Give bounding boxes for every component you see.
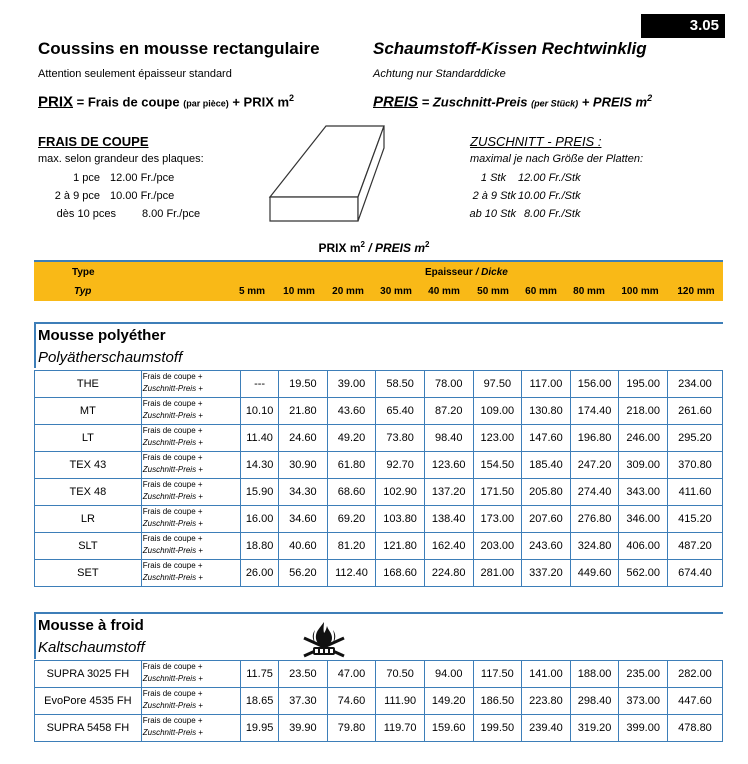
cutting-row-fr-1 xyxy=(38,172,218,186)
polyether-table xyxy=(34,370,723,587)
cutting-qty: 1 Stk xyxy=(480,172,506,184)
price-cell: 223.80 xyxy=(522,688,571,715)
price-cell: 159.60 xyxy=(424,715,473,742)
cut-note-fr: Frais de coupe + xyxy=(142,480,203,489)
thickness-label: 50 mm xyxy=(477,286,509,297)
cut-note-de: Zuschnitt-Preis + xyxy=(142,438,203,447)
price-cell: 207.60 xyxy=(522,506,571,533)
price-cell: 235.00 xyxy=(619,661,668,688)
price-cell: 43.60 xyxy=(327,398,376,425)
section-divider xyxy=(34,612,36,659)
price-cell: 79.80 xyxy=(327,715,376,742)
table-row xyxy=(35,688,723,715)
cutting-price: 8.00 Fr./pce xyxy=(142,208,201,220)
cut-note-fr: Frais de coupe + xyxy=(142,716,203,725)
table-row xyxy=(35,560,723,587)
cut-note-fr: Frais de coupe + xyxy=(142,507,203,516)
table-row xyxy=(35,661,723,688)
price-cell: 65.40 xyxy=(376,398,425,425)
price-cell: --- xyxy=(241,371,279,398)
price-cell: 26.00 xyxy=(241,560,279,587)
table-row xyxy=(35,715,723,742)
header-thickness-de: Dicke xyxy=(481,267,508,278)
section-title-de: Polyätherschaumstoff xyxy=(38,349,183,366)
cut-note-fr: Frais de coupe + xyxy=(142,426,203,435)
cutting-row-fr-2 xyxy=(38,190,218,204)
price-cell: 247.20 xyxy=(570,452,619,479)
section-title-fr: Mousse polyéther xyxy=(38,327,166,344)
price-cell: 121.80 xyxy=(376,533,425,560)
cut-note-fr: Frais de coupe + xyxy=(142,453,203,462)
price-cell: 173.00 xyxy=(473,506,522,533)
price-part1-de: = Zuschnitt-Preis xyxy=(418,94,532,110)
cutting-qty: ab 10 Stk xyxy=(469,208,516,220)
table-row xyxy=(35,533,723,560)
cutting-qty: dès 10 pces xyxy=(56,208,116,220)
section-divider xyxy=(34,612,723,614)
price-cell: 239.40 xyxy=(522,715,571,742)
cutting-title-fr: FRAIS DE COUPE xyxy=(38,134,149,149)
thickness-label: 120 mm xyxy=(677,286,715,297)
foam-type: SET xyxy=(35,560,142,587)
thickness-label: 80 mm xyxy=(573,286,605,297)
price-cell: 370.80 xyxy=(667,452,722,479)
price-cell: 337.20 xyxy=(522,560,571,587)
price-sup-fr: 2 xyxy=(289,93,295,103)
price-cell: 154.50 xyxy=(473,452,522,479)
price-cell: 149.20 xyxy=(424,688,473,715)
cut-note xyxy=(141,452,240,479)
section-divider xyxy=(34,322,36,368)
cut-note xyxy=(141,479,240,506)
price-cell: 81.20 xyxy=(327,533,376,560)
foam-type: SLT xyxy=(35,533,142,560)
price-cell: 478.80 xyxy=(667,715,722,742)
price-cell: 203.00 xyxy=(473,533,522,560)
price-formula-fr xyxy=(38,93,294,110)
price-cell: 137.20 xyxy=(424,479,473,506)
price-cell: 447.60 xyxy=(667,688,722,715)
foam-type: MT xyxy=(35,398,142,425)
price-cell: 282.00 xyxy=(667,661,722,688)
price-cell: 373.00 xyxy=(619,688,668,715)
foam-type: LT xyxy=(35,425,142,452)
price-part1-fr: = Frais de coupe xyxy=(73,94,184,110)
price-cell: 246.00 xyxy=(619,425,668,452)
cut-note-de: Zuschnitt-Preis + xyxy=(142,411,203,420)
price-cell: 156.00 xyxy=(570,371,619,398)
price-cell: 199.50 xyxy=(473,715,522,742)
price-cell: 21.80 xyxy=(279,398,328,425)
price-cell: 281.00 xyxy=(473,560,522,587)
polyether-table-body xyxy=(35,371,723,587)
foam-type: SUPRA 5458 FH xyxy=(35,715,142,742)
cut-note xyxy=(141,398,240,425)
cutting-price: 8.00 Fr./Stk xyxy=(524,208,581,220)
price-cell: 103.80 xyxy=(376,506,425,533)
price-cell: 92.70 xyxy=(376,452,425,479)
price-cell: 449.60 xyxy=(570,560,619,587)
price-cell: 34.30 xyxy=(279,479,328,506)
cut-note-fr: Frais de coupe + xyxy=(142,372,203,381)
price-cell: 130.80 xyxy=(522,398,571,425)
price-caption-sup2: 2 xyxy=(425,240,430,249)
price-cell: 39.90 xyxy=(279,715,328,742)
price-cell: 276.80 xyxy=(570,506,619,533)
cutting-price: 12.00 Fr./Stk xyxy=(518,172,581,184)
cutting-row-de-3 xyxy=(466,208,646,222)
price-cell: 11.40 xyxy=(241,425,279,452)
section-title-de: Kaltschaumstoff xyxy=(38,639,145,656)
foam-type: EvoPore 4535 FH xyxy=(35,688,142,715)
price-cell: 174.40 xyxy=(570,398,619,425)
price-cell: 24.60 xyxy=(279,425,328,452)
price-cell: 87.20 xyxy=(424,398,473,425)
price-cell: 10.10 xyxy=(241,398,279,425)
price-cell: 112.40 xyxy=(327,560,376,587)
price-cell: 196.80 xyxy=(570,425,619,452)
price-cell: 186.50 xyxy=(473,688,522,715)
cut-note xyxy=(141,533,240,560)
cut-note xyxy=(141,425,240,452)
thickness-label: 30 mm xyxy=(380,286,412,297)
cut-note-fr: Frais de coupe + xyxy=(142,662,203,671)
price-cell: 411.60 xyxy=(667,479,722,506)
price-cell: 19.95 xyxy=(241,715,279,742)
price-cell: 674.40 xyxy=(667,560,722,587)
price-cell: 343.00 xyxy=(619,479,668,506)
price-cell: 185.40 xyxy=(522,452,571,479)
note-fr: Attention seulement épaisseur standard xyxy=(38,68,232,80)
cut-note xyxy=(141,560,240,587)
cut-note-de: Zuschnitt-Preis + xyxy=(142,674,203,683)
cutting-title-de: ZUSCHNITT - PREIS : xyxy=(470,134,602,149)
table-row xyxy=(35,479,723,506)
cut-note-fr: Frais de coupe + xyxy=(142,399,203,408)
cut-note xyxy=(141,371,240,398)
price-cell: 68.60 xyxy=(327,479,376,506)
header-thickness-fr: Epaisseur xyxy=(425,267,473,278)
price-sup-de: 2 xyxy=(647,93,653,103)
cut-note-de: Zuschnitt-Preis + xyxy=(142,573,203,582)
cold-foam-table-body xyxy=(35,661,723,742)
cutting-price: 10.00 Fr./Stk xyxy=(518,190,581,202)
table-row xyxy=(35,371,723,398)
price-key-de: PREIS xyxy=(373,93,419,111)
page-title-fr: Coussins en mousse rectangulaire xyxy=(38,39,320,58)
price-cell: 117.00 xyxy=(522,371,571,398)
price-cell: 309.00 xyxy=(619,452,668,479)
price-cell: 243.60 xyxy=(522,533,571,560)
price-small-de: (per Stück) xyxy=(531,98,579,109)
price-cell: 123.60 xyxy=(424,452,473,479)
cut-note-de: Zuschnitt-Preis + xyxy=(142,701,203,710)
cutting-price: 12.00 Fr./pce xyxy=(110,172,175,184)
cutting-row-fr-3 xyxy=(38,208,218,222)
price-cell: 171.50 xyxy=(473,479,522,506)
price-cell: 78.00 xyxy=(424,371,473,398)
price-cell: 56.20 xyxy=(279,560,328,587)
price-cell: 97.50 xyxy=(473,371,522,398)
section-title-fr: Mousse à froid xyxy=(38,617,144,634)
price-caption-fr: PRIX m xyxy=(318,241,361,255)
cutting-qty: 2 à 9 Stk xyxy=(472,190,516,202)
price-cell: 15.90 xyxy=(241,479,279,506)
cut-note-fr: Frais de coupe + xyxy=(142,534,203,543)
header-thickness-sep: / xyxy=(472,267,482,278)
thickness-label: 5 mm xyxy=(238,286,266,297)
price-cell: 109.00 xyxy=(473,398,522,425)
cut-note-fr: Frais de coupe + xyxy=(142,689,203,698)
price-cell: 562.00 xyxy=(619,560,668,587)
price-small-fr: (par pièce) xyxy=(183,98,229,109)
price-cell: 98.40 xyxy=(424,425,473,452)
price-cell: 37.30 xyxy=(279,688,328,715)
foam-block-illustration xyxy=(268,124,388,224)
price-cell: 19.50 xyxy=(279,371,328,398)
price-cell: 11.75 xyxy=(241,661,279,688)
foam-type: THE xyxy=(35,371,142,398)
price-cell: 49.20 xyxy=(327,425,376,452)
price-cell: 399.00 xyxy=(619,715,668,742)
price-cell: 69.20 xyxy=(327,506,376,533)
price-cell: 274.40 xyxy=(570,479,619,506)
header-type-de: Typ xyxy=(74,286,92,297)
price-cell: 487.20 xyxy=(667,533,722,560)
price-cell: 111.90 xyxy=(376,688,425,715)
price-cell: 415.20 xyxy=(667,506,722,533)
page-number: 3.05 xyxy=(641,14,725,38)
price-cell: 39.00 xyxy=(327,371,376,398)
price-cell: 162.40 xyxy=(424,533,473,560)
cutting-row-de-1 xyxy=(466,172,646,186)
table-row xyxy=(35,398,723,425)
price-part2-fr: + PRIX m xyxy=(228,94,290,110)
thickness-label: 40 mm xyxy=(428,286,460,297)
price-cell: 141.00 xyxy=(522,661,571,688)
cold-foam-table xyxy=(34,660,723,742)
cutting-row-de-2 xyxy=(466,190,646,204)
price-cell: 70.50 xyxy=(376,661,425,688)
price-caption-sup1: 2 xyxy=(360,240,365,249)
header-type-fr: Type xyxy=(72,267,95,278)
table-row xyxy=(35,452,723,479)
price-cell: 295.20 xyxy=(667,425,722,452)
foam-type: TEX 48 xyxy=(35,479,142,506)
page-title-de: Schaumstoff-Kissen Rechtwinklig xyxy=(373,39,647,58)
price-cell: 261.60 xyxy=(667,398,722,425)
price-cell: 117.50 xyxy=(473,661,522,688)
price-cell: 73.80 xyxy=(376,425,425,452)
price-cell: 195.00 xyxy=(619,371,668,398)
fire-retardant-icon xyxy=(301,620,347,658)
cutting-qty: 2 à 9 pce xyxy=(54,190,100,202)
price-cell: 123.00 xyxy=(473,425,522,452)
thickness-label: 100 mm xyxy=(621,286,659,297)
price-cell: 58.50 xyxy=(376,371,425,398)
price-cell: 47.00 xyxy=(327,661,376,688)
price-cell: 346.00 xyxy=(619,506,668,533)
price-key-fr: PRIX xyxy=(38,93,74,111)
cut-note xyxy=(141,506,240,533)
price-cell: 147.60 xyxy=(522,425,571,452)
foam-type: LR xyxy=(35,506,142,533)
price-cell: 102.90 xyxy=(376,479,425,506)
price-caption-sep: / xyxy=(364,241,375,255)
cut-note-fr: Frais de coupe + xyxy=(142,561,203,570)
cutting-price: 10.00 Fr./pce xyxy=(110,190,175,202)
price-cell: 406.00 xyxy=(619,533,668,560)
price-caption xyxy=(0,240,748,255)
price-part2-de: + PREIS m xyxy=(578,94,648,110)
thickness-label: 10 mm xyxy=(283,286,315,297)
table-row xyxy=(35,506,723,533)
price-cell: 34.60 xyxy=(279,506,328,533)
price-cell: 23.50 xyxy=(279,661,328,688)
header-thickness xyxy=(425,267,508,278)
cutting-subtitle-fr: max. selon grandeur des plaques: xyxy=(38,153,204,165)
price-cell: 119.70 xyxy=(376,715,425,742)
price-caption-de: PREIS m xyxy=(375,241,426,255)
cut-note-de: Zuschnitt-Preis + xyxy=(142,492,203,501)
cut-note-de: Zuschnitt-Preis + xyxy=(142,384,203,393)
price-cell: 30.90 xyxy=(279,452,328,479)
price-cell: 74.60 xyxy=(327,688,376,715)
cut-note xyxy=(141,715,240,742)
cutting-subtitle-de: maximal je nach Größe der Platten: xyxy=(470,153,644,165)
price-cell: 16.00 xyxy=(241,506,279,533)
price-cell: 18.80 xyxy=(241,533,279,560)
price-cell: 61.80 xyxy=(327,452,376,479)
thickness-label: 60 mm xyxy=(525,286,557,297)
price-cell: 205.80 xyxy=(522,479,571,506)
price-cell: 40.60 xyxy=(279,533,328,560)
cut-note-de: Zuschnitt-Preis + xyxy=(142,465,203,474)
price-cell: 14.30 xyxy=(241,452,279,479)
price-cell: 319.20 xyxy=(570,715,619,742)
price-cell: 218.00 xyxy=(619,398,668,425)
price-cell: 168.60 xyxy=(376,560,425,587)
cut-note xyxy=(141,661,240,688)
price-cell: 138.40 xyxy=(424,506,473,533)
cut-note-de: Zuschnitt-Preis + xyxy=(142,728,203,737)
price-formula-de xyxy=(373,93,652,110)
foam-type: TEX 43 xyxy=(35,452,142,479)
price-cell: 298.40 xyxy=(570,688,619,715)
foam-type: SUPRA 3025 FH xyxy=(35,661,142,688)
thickness-label: 20 mm xyxy=(332,286,364,297)
price-cell: 94.00 xyxy=(424,661,473,688)
price-cell: 234.00 xyxy=(667,371,722,398)
section-divider xyxy=(34,322,723,324)
cut-note-de: Zuschnitt-Preis + xyxy=(142,546,203,555)
cutting-qty: 1 pce xyxy=(73,172,100,184)
price-cell: 188.00 xyxy=(570,661,619,688)
cut-note xyxy=(141,688,240,715)
price-cell: 18.65 xyxy=(241,688,279,715)
price-cell: 324.80 xyxy=(570,533,619,560)
cut-note-de: Zuschnitt-Preis + xyxy=(142,519,203,528)
price-cell: 224.80 xyxy=(424,560,473,587)
note-de: Achtung nur Standarddicke xyxy=(373,68,506,80)
table-row xyxy=(35,425,723,452)
